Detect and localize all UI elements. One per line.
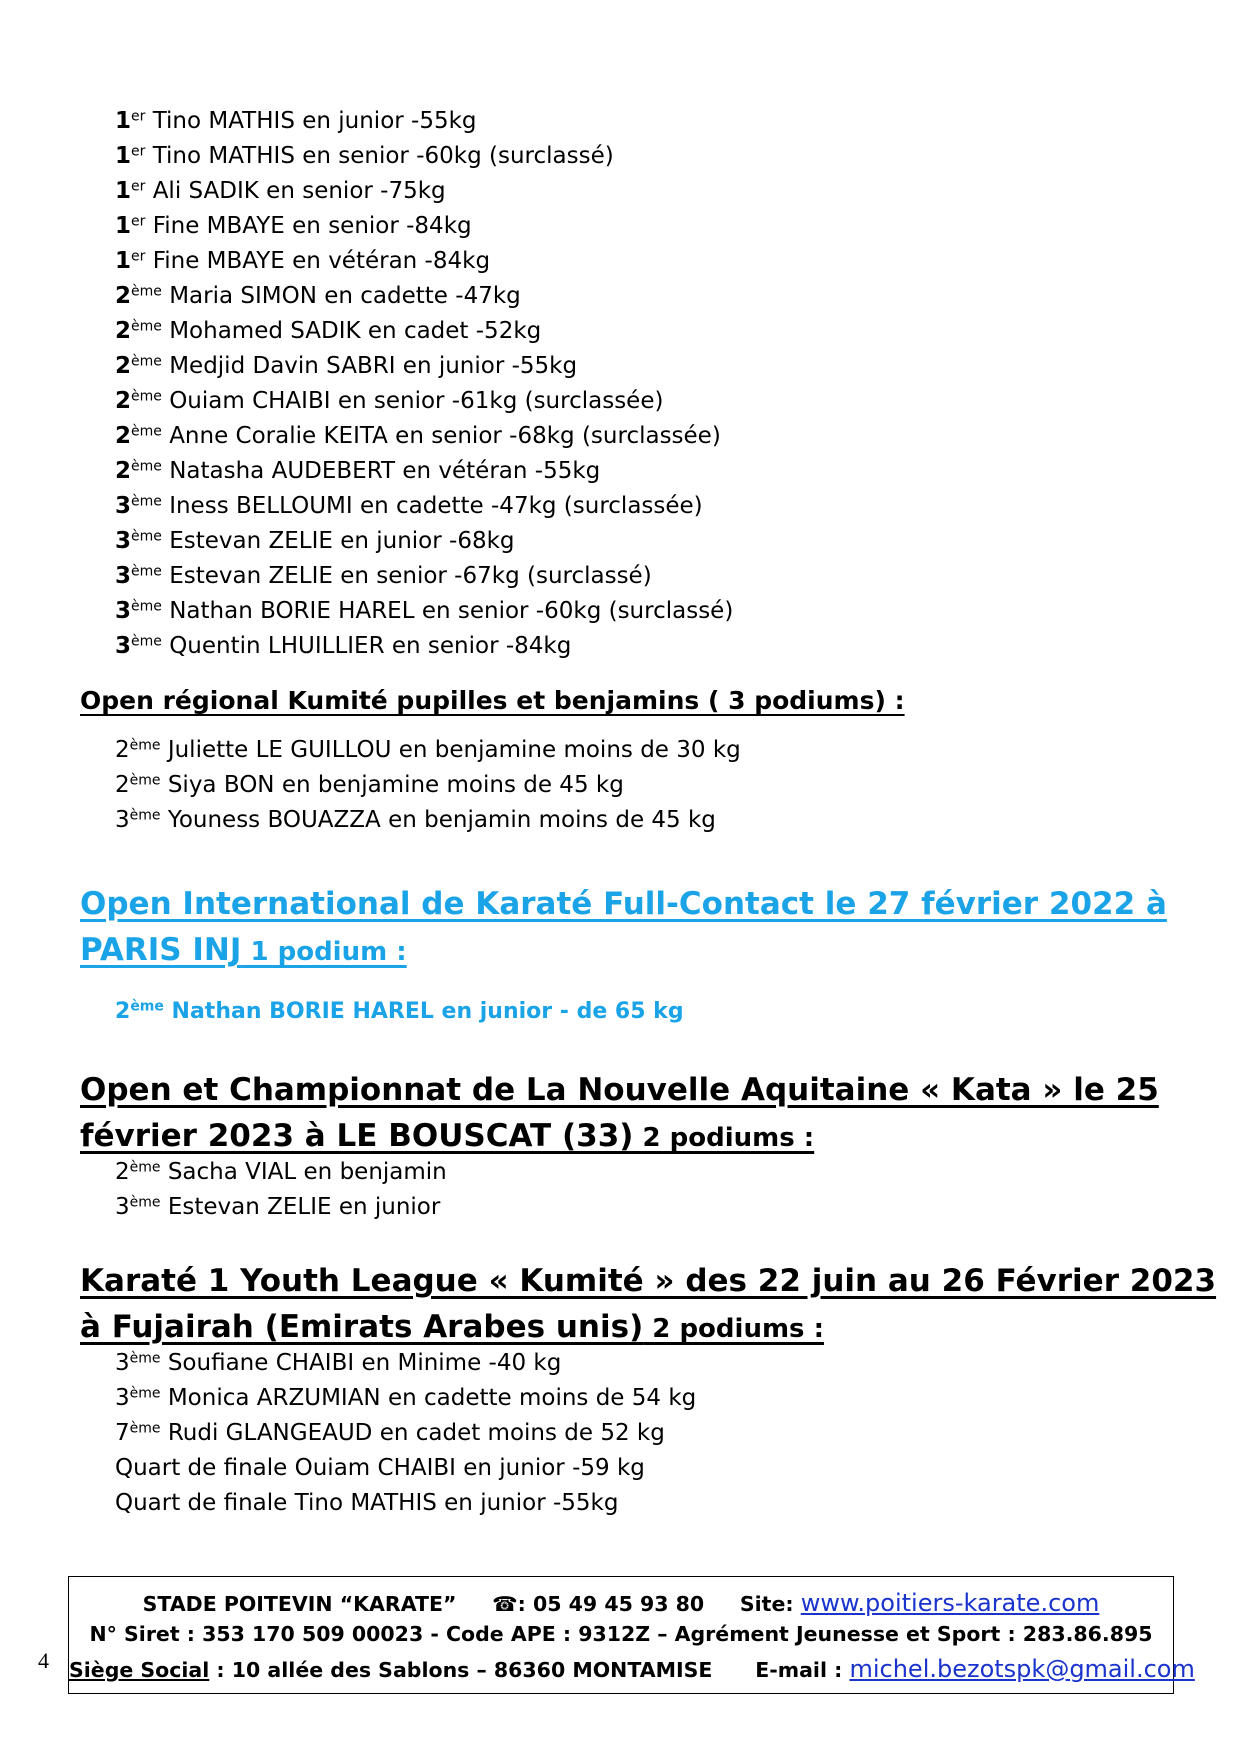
result-text: Quentin LHUILLIER en senior -84kg <box>161 633 572 659</box>
result-item <box>115 314 733 349</box>
rank-number: 2 <box>115 318 132 344</box>
rank-number: 2 <box>115 283 132 309</box>
heading-line-1: Open et Championnat de La Nouvelle Aquitaine « Kata » le 25 <box>80 1072 1159 1108</box>
rank-number: 2 <box>115 458 132 484</box>
rank-suffix: er <box>131 178 146 195</box>
results-list-open-regional <box>115 733 741 838</box>
footer-box <box>68 1576 1195 1694</box>
rank-suffix: ème <box>131 528 162 545</box>
site-label: Site: <box>739 1592 794 1616</box>
club-name: STADE POITEVIN “KARATE” <box>142 1592 457 1616</box>
rank-suffix: ème <box>131 598 162 615</box>
result-text: Juliette LE GUILLOU en benjamine moins de 30 kg <box>160 737 741 763</box>
result-item <box>115 174 733 209</box>
result-text: Medjid Davin SABRI en junior -55kg <box>161 353 578 379</box>
rank-suffix: ème <box>129 737 161 754</box>
rank-number: 1 <box>115 248 132 274</box>
result-item <box>115 1155 447 1190</box>
footer-line-address <box>69 1655 1195 1683</box>
result-text: Tino MATHIS en senior -60kg (surclassé) <box>145 143 614 169</box>
rank-suffix: ème <box>131 388 162 405</box>
rank-number: 3 <box>115 528 132 554</box>
rank-number: 2 <box>115 1159 130 1185</box>
rank-suffix: ème <box>129 1420 161 1437</box>
siret-text: N° Siret : 353 170 509 00023 - Code APE : 9312Z – Agrément Jeunesse et Sport : 283.86.895 <box>89 1622 1153 1646</box>
result-item <box>115 209 733 244</box>
result-text: Monica ARZUMIAN en cadette moins de 54 kg <box>160 1385 697 1411</box>
siege-label: Siège Social <box>69 1658 210 1682</box>
rank-suffix: ème <box>129 772 161 789</box>
result-text: Natasha AUDEBERT en vétéran -55kg <box>161 458 601 484</box>
result-item <box>115 454 733 489</box>
result-text: Mohamed SADIK en cadet -52kg <box>161 318 542 344</box>
rank-suffix: er <box>131 143 146 160</box>
result-text: Estevan ZELIE en junior -68kg <box>161 528 515 554</box>
rank-number: 3 <box>115 493 132 519</box>
results-list-nouvelle-aquitaine <box>115 1155 447 1225</box>
result-item <box>115 419 733 454</box>
result-text: Fine MBAYE en vétéran -84kg <box>145 248 491 274</box>
result-text: Siya BON en benjamine moins de 45 kg <box>160 772 624 798</box>
result-text: Nathan BORIE HAREL en senior -60kg (surclassé) <box>161 598 734 624</box>
rank-number: 7 <box>115 1420 130 1446</box>
result-text: Fine MBAYE en senior -84kg <box>145 213 472 239</box>
rank-suffix: ème <box>131 353 162 370</box>
rank-suffix: ème <box>131 493 162 510</box>
result-item <box>115 139 733 174</box>
phone-number: : 05 49 45 93 80 <box>517 1592 705 1616</box>
rank-number: 2 <box>115 388 132 414</box>
result-text: Nathan BORIE HAREL en junior - de 65 kg <box>163 999 684 1024</box>
rank-suffix: er <box>131 108 146 125</box>
rank-suffix: ème <box>131 318 162 335</box>
result-item <box>115 768 741 803</box>
rank-suffix: ème <box>131 633 162 650</box>
result-item <box>115 559 733 594</box>
rank-number: 1 <box>115 143 132 169</box>
rank-number: 2 <box>115 423 132 449</box>
result-item <box>115 104 733 139</box>
result-item <box>115 384 733 419</box>
section-heading-open-regional: Open régional Kumité pupilles et benjamins ( 3 podiums) : <box>80 686 905 715</box>
rank-number: 3 <box>115 1385 130 1411</box>
result-text: Sacha VIAL en benjamin <box>160 1159 447 1185</box>
result-item <box>115 594 733 629</box>
heading-line-2: PARIS INJ 1 podium : <box>80 932 407 968</box>
phone-icon: ☎ <box>492 1592 518 1616</box>
result-item <box>115 524 733 559</box>
result-text: Rudi GLANGEAUD en cadet moins de 52 kg <box>160 1420 665 1446</box>
email-link[interactable]: michel.bezotspk@gmail.com <box>849 1655 1195 1683</box>
rank-number: 1 <box>115 178 132 204</box>
result-item <box>115 803 741 838</box>
heading-line-1: Open International de Karaté Full-Contact le 27 février 2022 à <box>80 886 1167 922</box>
rank-number: 3 <box>115 563 132 589</box>
result-item: Quart de finale Ouiam CHAIBI en junior -59 kg <box>115 1455 645 1481</box>
results-list-top <box>115 104 733 664</box>
rank-number: 2 <box>115 737 130 763</box>
result-item <box>115 1381 696 1416</box>
siege-address: : 10 allée des Sablons – 86360 MONTAMISE <box>209 1658 713 1682</box>
result-text: Estevan ZELIE en senior -67kg (surclassé) <box>161 563 652 589</box>
heading-line-2: février 2023 à LE BOUSCAT (33) 2 podiums : <box>80 1118 815 1154</box>
site-link[interactable]: www.poitiers-karate.com <box>800 1589 1100 1617</box>
rank-suffix: ème <box>131 283 162 300</box>
result-text: Anne Coralie KEITA en senior -68kg (surclassée) <box>161 423 721 449</box>
rank-number: 3 <box>115 1194 130 1220</box>
rank-suffix: ème <box>130 998 164 1015</box>
result-text: Ali SADIK en senior -75kg <box>145 178 446 204</box>
result-item <box>115 279 733 314</box>
rank-number: 3 <box>115 807 130 833</box>
result-item <box>115 489 733 524</box>
rank-suffix: ème <box>131 458 162 475</box>
results-list-open-international <box>115 994 684 1029</box>
footer-line-contact <box>69 1589 1173 1617</box>
result-item <box>115 1416 696 1451</box>
rank-suffix: ème <box>131 423 162 440</box>
results-list-youth-league <box>115 1346 696 1521</box>
section-heading-open-international <box>80 881 1167 975</box>
rank-suffix: ème <box>129 1159 161 1176</box>
result-text: Ouiam CHAIBI en senior -61kg (surclassée) <box>161 388 664 414</box>
rank-suffix: er <box>131 213 146 230</box>
rank-number: 2 <box>115 772 130 798</box>
rank-suffix: ème <box>129 1350 161 1367</box>
result-text: Soufiane CHAIBI en Minime -40 kg <box>160 1350 562 1376</box>
heading-line-2: à Fujairah (Emirats Arabes unis) 2 podiums : <box>80 1309 824 1345</box>
page-number: 4 <box>38 1648 49 1673</box>
footer-line-siret <box>69 1622 1173 1646</box>
result-item: Quart de finale Tino MATHIS en junior -55kg <box>115 1490 619 1516</box>
result-text: Maria SIMON en cadette -47kg <box>161 283 521 309</box>
heading-line-1: Karaté 1 Youth League « Kumité » des 22 juin au 26 Février 2023 <box>80 1263 1217 1299</box>
rank-suffix: ème <box>129 1194 161 1211</box>
rank-number: 3 <box>115 1350 130 1376</box>
result-item <box>115 629 733 664</box>
email-label: E-mail : <box>755 1658 843 1682</box>
result-text: Tino MATHIS en junior -55kg <box>145 108 477 134</box>
rank-suffix: ème <box>129 1385 161 1402</box>
result-item <box>115 733 741 768</box>
section-heading-youth-league <box>80 1258 1216 1352</box>
result-item <box>115 1346 696 1381</box>
rank-suffix: er <box>131 248 146 265</box>
result-item <box>115 349 733 384</box>
result-text: Iness BELLOUMI en cadette -47kg (surclassée) <box>161 493 703 519</box>
section-heading-nouvelle-aquitaine <box>80 1067 1159 1161</box>
result-item <box>115 244 733 279</box>
result-text: Youness BOUAZZA en benjamin moins de 45 kg <box>160 807 716 833</box>
result-item <box>115 994 684 1029</box>
rank-number: 1 <box>115 213 132 239</box>
rank-number: 3 <box>115 598 132 624</box>
result-text: Estevan ZELIE en junior <box>160 1194 441 1220</box>
rank-number: 3 <box>115 633 132 659</box>
rank-number: 2 <box>115 999 131 1024</box>
rank-number: 2 <box>115 353 132 379</box>
result-item <box>115 1190 447 1225</box>
rank-number: 1 <box>115 108 132 134</box>
rank-suffix: ème <box>131 563 162 580</box>
rank-suffix: ème <box>129 807 161 824</box>
